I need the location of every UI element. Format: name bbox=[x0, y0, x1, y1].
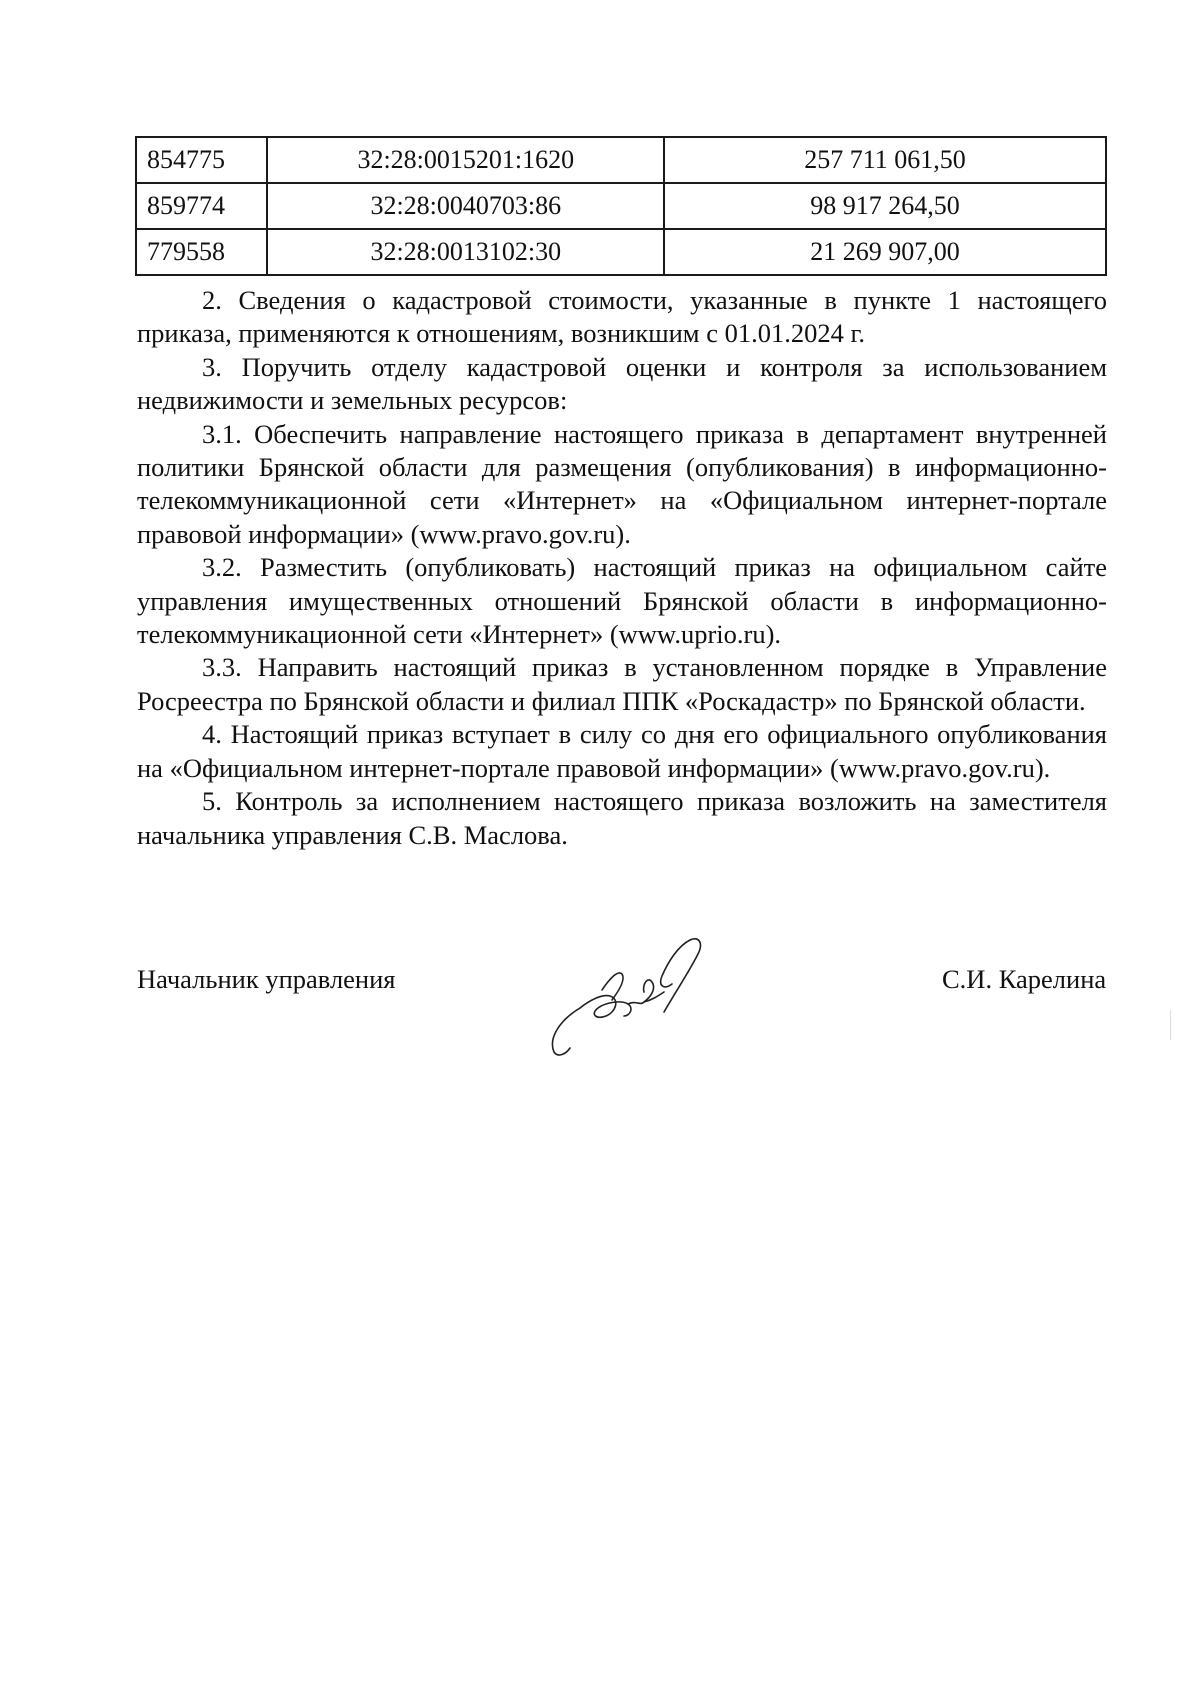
paragraph-3: 3. Поручить отделу кадастровой оценки и контроля за использованием недвижимости и земельных ресурсов: bbox=[137, 351, 1107, 416]
cadastral-number-cell: 32:28:0013102:30 bbox=[267, 229, 664, 275]
object-id-cell: 859774 bbox=[136, 183, 267, 229]
cadastral-value-table bbox=[135, 136, 1107, 276]
table-row bbox=[136, 183, 1106, 229]
cadastral-value-cell: 257 711 061,50 bbox=[664, 137, 1106, 183]
table-row bbox=[136, 229, 1106, 275]
paragraph-4: 4. Настоящий приказ вступает в силу со дня его официального опубликования на «Официальном интернет-портале правовой информации» (www.pravo.gov.ru). bbox=[137, 719, 1107, 783]
handwritten-signature-icon bbox=[540, 930, 740, 1060]
paragraph-3-2: 3.2. Разместить (опубликовать) настоящий приказ на официальном сайте управления имущественных отношений Брянской области в информационно-телекоммуникационной сети «Интернет» (www.uprio.ru). bbox=[137, 552, 1107, 650]
table-body bbox=[136, 137, 1106, 275]
paragraph-5: 5. Контроль за исполнением настоящего приказа возложить на заместителя начальника управления С.В. Маслова. bbox=[137, 786, 1107, 850]
cadastral-value-cell: 98 917 264,50 bbox=[664, 183, 1106, 229]
paragraph-3-3: 3.3. Направить настоящий приказ в установленном порядке в Управление Росреестра по Брянской области и филиал ППК «Роскадастр» по Брянской области. bbox=[137, 652, 1107, 716]
scan-edge-mark bbox=[1170, 1010, 1171, 1040]
signatory-name: С.И. Карелина bbox=[942, 964, 1107, 994]
paragraph-3-1: 3.1. Обеспечить направление настоящего приказа в департамент внутренней политики Брянской области для размещения (опубликования) в информационно-телекоммуникационной сети «Интернет» на «Официальном интернет-портале правовой информации» (www.pravo.gov.ru). bbox=[137, 418, 1107, 549]
order-body-text bbox=[137, 284, 1107, 852]
cadastral-number-cell: 32:28:0040703:86 bbox=[267, 183, 664, 229]
object-id-cell: 854775 bbox=[136, 137, 267, 183]
object-id-cell: 779558 bbox=[136, 229, 267, 275]
paragraph-2: 2. Сведения о кадастровой стоимости, указанные в пункте 1 настоящего приказа, применяются к отношениям, возникшим с 01.01.2024 г. bbox=[137, 285, 1107, 349]
signatory-position: Начальник управления bbox=[137, 964, 396, 994]
cadastral-value-cell: 21 269 907,00 bbox=[664, 229, 1106, 275]
cadastral-number-cell: 32:28:0015201:1620 bbox=[267, 137, 664, 183]
table-row bbox=[136, 137, 1106, 183]
